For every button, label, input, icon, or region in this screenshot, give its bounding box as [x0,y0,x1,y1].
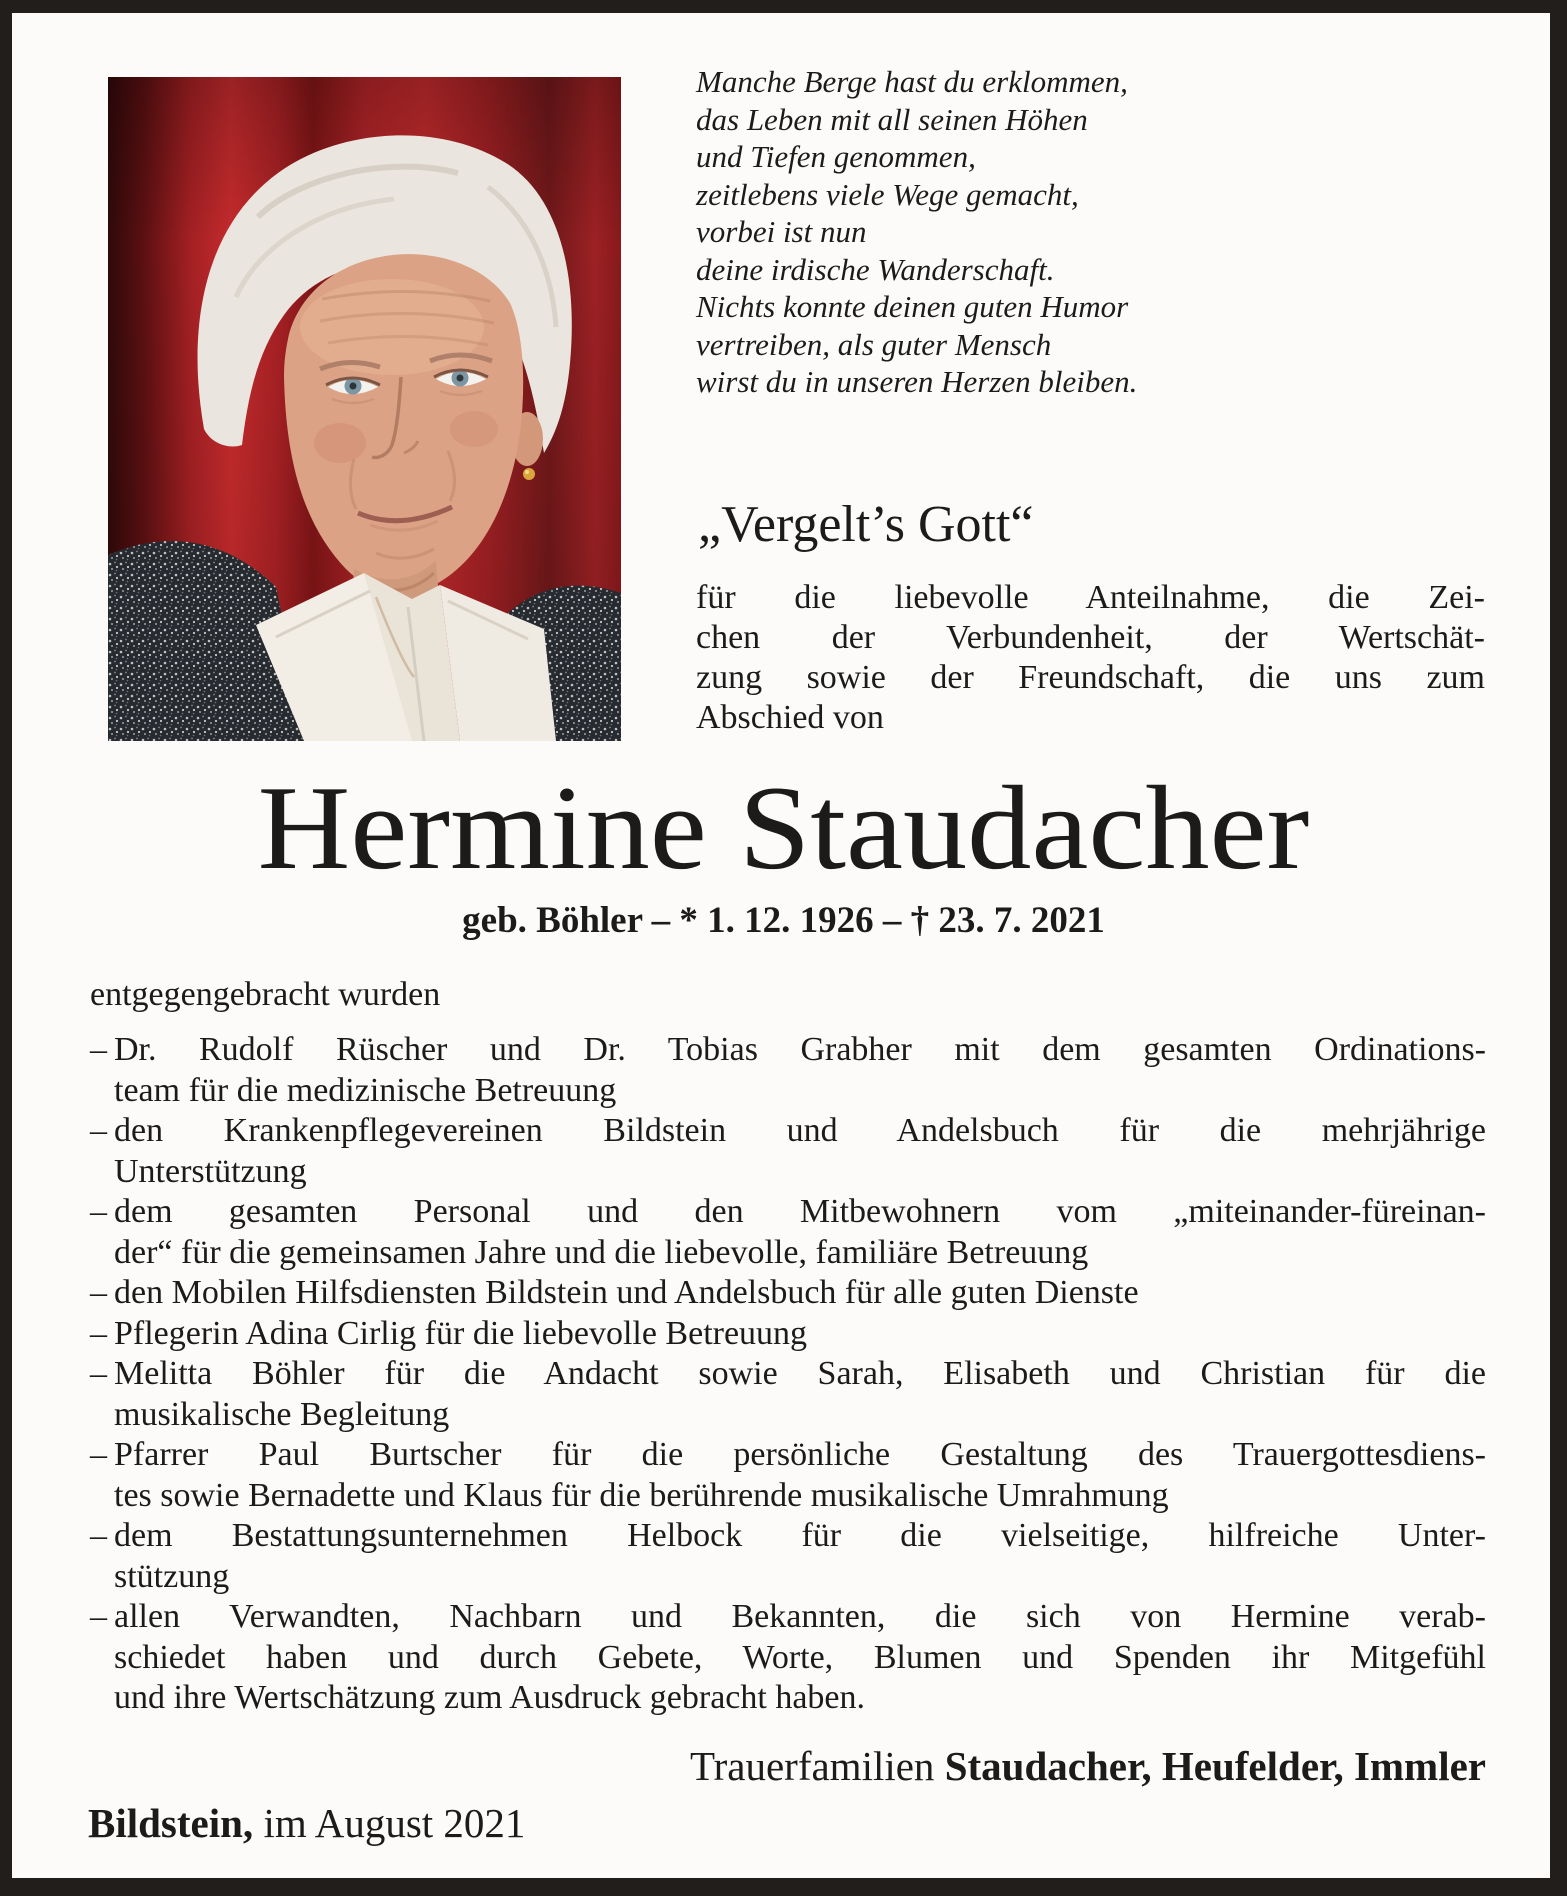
poem-line: vorbei ist nun [696,214,867,249]
dash-bullet: – [90,1598,107,1635]
thanks-item-text [114,1597,1486,1719]
dash-bullet: – [90,1517,107,1554]
deceased-name [0,761,1567,894]
thanks-item-line: Melitta Böhler für die Andacht sowie Sarah, Elisabeth und Christian für die [114,1355,1486,1392]
thanks-item-line: dem Bestattungsunternehmen Helbock für die vielseitige, hilfreiche Unter- [114,1517,1486,1554]
thanks-item-line: stützung [114,1557,230,1595]
thanks-item-line: team für die medizinische Betreuung [114,1071,617,1109]
deceased-name-text: Hermine Staudacher [257,761,1310,894]
intro-line: für die liebevolle Anteilnahme, die Zei- [696,579,1485,616]
thanks-item [90,1030,1486,1111]
place-date-line [88,1799,525,1847]
dash-bullet: – [90,1355,107,1392]
poem-line: und Tiefen genommen, [696,139,976,174]
dash-bullet: – [90,1314,107,1352]
memorial-poem [696,63,1376,401]
thanks-list [90,1030,1486,1719]
thanks-item-text [114,1354,1486,1435]
poem-line: zeitlebens viele Wege gemacht, [696,176,1079,212]
thanks-item-line: den Krankenpflegevereinen Bildstein und Andelsbuch für die mehrjährige [114,1112,1486,1149]
thanks-item [90,1192,1486,1273]
thanks-item-line: Pfarrer Paul Burtscher für die persönliche Gestaltung des Trauergottesdiens- [114,1436,1486,1473]
thanks-item-line: musikalische Begleitung [114,1395,450,1433]
dash-bullet: – [90,1031,107,1068]
dash-bullet: – [90,1436,107,1473]
intro-paragraph [696,578,1485,738]
portrait-photo-graphic [108,77,621,741]
thanks-item-text [114,1030,1486,1111]
poem-line: das Leben mit all seinen Höhen [696,101,1088,137]
signature-prefix: Trauerfamilien [690,1743,945,1789]
vitals-line: geb. Böhler – * 1. 12. 1926 – † 23. 7. 2021 [462,900,1105,941]
thanks-item-line: Pflegerin Adina Cirlig für die liebevolle Betreuung [114,1314,808,1352]
dash-bullet: – [90,1112,107,1149]
poem-line: deine irdische Wanderschaft. [696,251,1055,287]
thanks-item [90,1314,1486,1355]
lead-in-line: entgegengebracht wurden [90,976,441,1013]
dash-bullet: – [90,1274,107,1311]
thanks-item [90,1354,1486,1435]
thanks-item [90,1111,1486,1192]
poem-line: Manche Berge hast du erklommen, [696,64,1128,99]
thanks-item-line: schiedet haben und durch Gebete, Worte, Blumen und Spenden ihr Mitgefühl [114,1638,1486,1676]
footer-place: Bildstein, [88,1800,254,1846]
thanks-item-text [114,1192,1486,1273]
thanks-item-text [114,1435,1486,1516]
thanks-item-line: Unterstützung [114,1152,307,1190]
dash-bullet: – [90,1193,107,1230]
thanks-item-line: tes sowie Bernadette und Klaus für die berührende musikalische Umrahmung [114,1476,1169,1514]
thanks-item [90,1435,1486,1516]
portrait-photo [108,77,621,741]
thanks-item-text [114,1111,1486,1192]
footer-date: im August 2021 [253,1800,526,1846]
quote-heading: „Vergelt’s Gott“ [698,496,1034,553]
intro-line: Abschied von [696,699,884,736]
thanks-item-text [114,1314,1486,1355]
thanks-item [90,1597,1486,1719]
thanks-item-line: Dr. Rudolf Rüscher und Dr. Tobias Grabher mit dem gesamten Ordinations- [114,1031,1486,1068]
thanks-item-line: und ihre Wertschätzung zum Ausdruck gebracht haben. [114,1679,866,1716]
poem-line: vertreiben, als guter Mensch [696,326,1052,362]
intro-line: zung sowie der Freundschaft, die uns zum [696,659,1485,696]
intro-line: chen der Verbundenheit, der Wertschät- [696,619,1485,656]
poem-line: wirst du in unseren Herzen bleiben. [696,364,1138,399]
thanks-item [90,1516,1486,1597]
poem-line: Nichts konnte deinen guten Humor [696,289,1129,324]
thanks-item-line: dem gesamten Personal und den Mitbewohnern vom „miteinander-füreinan- [114,1193,1486,1230]
thanks-item [90,1273,1486,1314]
signature-line [90,1742,1486,1790]
thanks-item-text [114,1516,1486,1597]
thanks-item-text [114,1273,1486,1314]
thanks-item-line: den Mobilen Hilfsdiensten Bildstein und Andelsbuch für alle guten Dienste [114,1274,1139,1311]
thanks-item-line: allen Verwandten, Nachbarn und Bekannten, die sich von Hermine verab- [114,1598,1486,1635]
signature-families: Staudacher, Heufelder, Immler [944,1743,1486,1789]
thanks-item-line: der“ für die gemeinsamen Jahre und die liebevolle, familiäre Betreuung [114,1233,1089,1271]
